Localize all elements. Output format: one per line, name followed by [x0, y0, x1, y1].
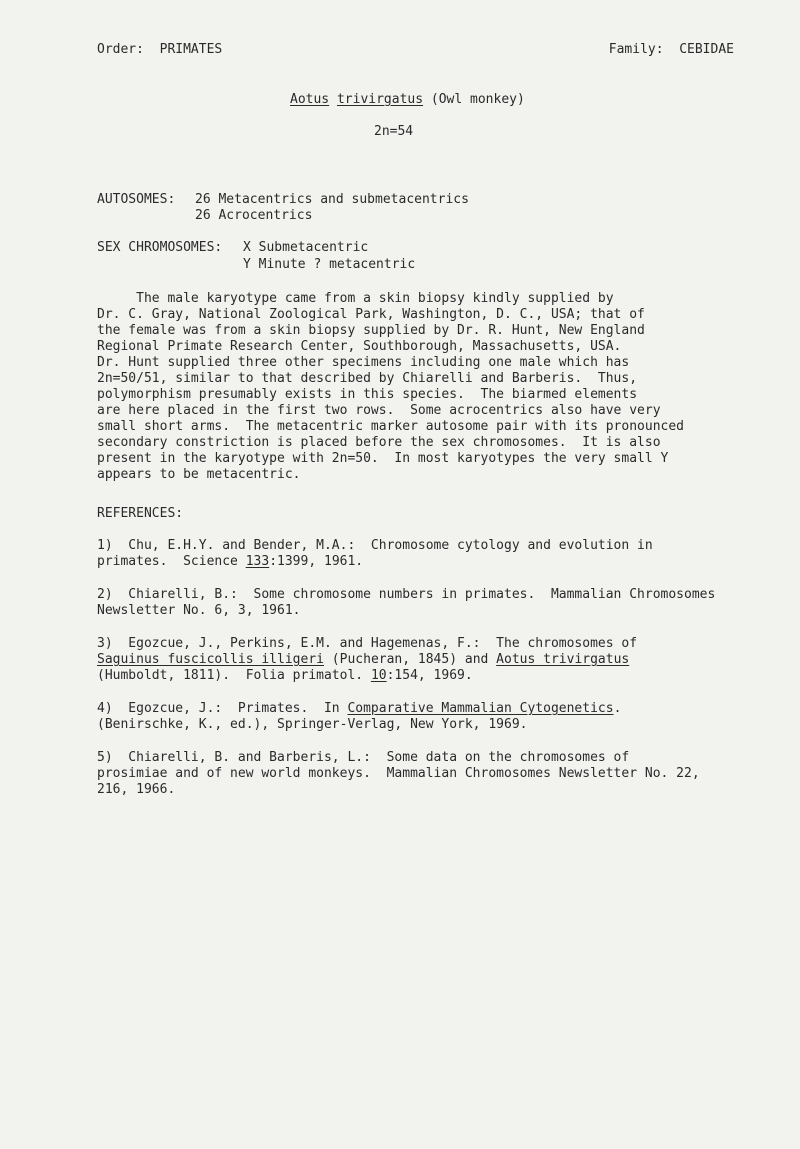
reference-taxon: Saguinus fuscicollis illigeri — [97, 652, 324, 667]
reference-5-line-2: prosimiae and of new world monkeys. Mammalian Chromosomes Newsletter No. 22, — [97, 766, 700, 781]
reference-2-line-2: Newsletter No. 6, 3, 1961. — [97, 603, 301, 618]
reference-volume: 133 — [245, 554, 270, 569]
paragraph-line: small short arms. The metacentric marker autosome pair with its pronounced — [97, 419, 684, 434]
paragraph-line: Dr. C. Gray, National Zoological Park, Washington, D. C., USA; that of — [97, 307, 645, 322]
references-heading: REFERENCES: — [97, 506, 184, 521]
reference-5-line-3: 216, 1966. — [97, 782, 176, 797]
paragraph-line: The male karyotype came from a skin biopsy kindly supplied by — [97, 291, 614, 306]
paragraph-line: Dr. Hunt supplied three other specimens including one male which has — [97, 355, 630, 370]
reference-1-line-1: 1) Chu, E.H.Y. and Bender, M.A.: Chromosome cytology and evolution in — [97, 538, 653, 553]
paragraph-line: are here placed in the first two rows. Some acrocentrics also have very — [97, 403, 661, 418]
order-label: Order: PRIMATES — [97, 42, 223, 57]
reference-text: 4) Egozcue, J.: Primates. In — [97, 701, 348, 716]
reference-text: primates. Science — [97, 554, 246, 569]
autosomes-label: AUTOSOMES: — [97, 192, 176, 207]
reference-4-line-1 — [97, 701, 621, 717]
reference-1-line-2 — [97, 554, 363, 570]
paragraph-line: 2n=50/51, similar to that described by Chiarelli and Barberis. Thus, — [97, 371, 638, 386]
reference-3-line-1: 3) Egozcue, J., Perkins, E.M. and Hagemenas, F.: The chromosomes of — [97, 636, 638, 651]
chromosome-number: 2n=54 — [374, 124, 414, 139]
reference-text: (Humboldt, 1811). Folia primatol. — [97, 668, 371, 683]
reference-5-line-1: 5) Chiarelli, B. and Barberis, L.: Some data on the chromosomes of — [97, 750, 630, 765]
reference-4-line-2: (Benirschke, K., ed.), Springer-Verlag, New York, 1969. — [97, 717, 528, 732]
sex-chromosomes-line-2: Y Minute ? metacentric — [243, 257, 416, 272]
reference-volume: 10 — [370, 668, 387, 683]
paragraph-line: present in the karyotype with 2n=50. In most karyotypes the very small Y — [97, 451, 669, 466]
reference-text: :154, 1969. — [386, 668, 473, 683]
sex-chromosomes-line-1: X Submetacentric — [243, 240, 369, 255]
genus-name: Aotus — [290, 92, 330, 107]
reference-3-line-3 — [97, 668, 473, 684]
reference-book-title: Comparative Mammalian Cytogenetics — [347, 701, 614, 716]
description-paragraph — [97, 291, 757, 483]
reference-text: :1399, 1961. — [269, 554, 364, 569]
species-title — [290, 92, 525, 108]
reference-3-line-2 — [97, 652, 629, 668]
common-name: (Owl monkey) — [430, 92, 525, 107]
paragraph-line: polymorphism presumably exists in this species. The biarmed elements — [97, 387, 638, 402]
autosomes-line-2: 26 Acrocentrics — [195, 208, 313, 223]
paragraph-line: Regional Primate Research Center, Southborough, Massachusetts, USA. — [97, 339, 622, 354]
reference-taxon: Aotus trivirgatus — [496, 652, 630, 667]
paragraph-line: appears to be metacentric. — [97, 467, 301, 482]
reference-text: . — [613, 701, 622, 716]
sex-chromosomes-label: SEX CHROMOSOMES: — [97, 240, 223, 255]
reference-2-line-1: 2) Chiarelli, B.: Some chromosome numbers in primates. Mammalian Chromosomes — [97, 587, 716, 602]
paragraph-line: secondary constriction is placed before the sex chromosomes. It is also — [97, 435, 661, 450]
species-name: trivirgatus — [336, 92, 424, 107]
family-label: Family: CEBIDAE — [608, 42, 734, 57]
reference-text: (Pucheran, 1845) and — [323, 652, 497, 667]
paragraph-line: the female was from a skin biopsy supplied by Dr. R. Hunt, New England — [97, 323, 645, 338]
autosomes-line-1: 26 Metacentrics and submetacentrics — [195, 192, 469, 207]
